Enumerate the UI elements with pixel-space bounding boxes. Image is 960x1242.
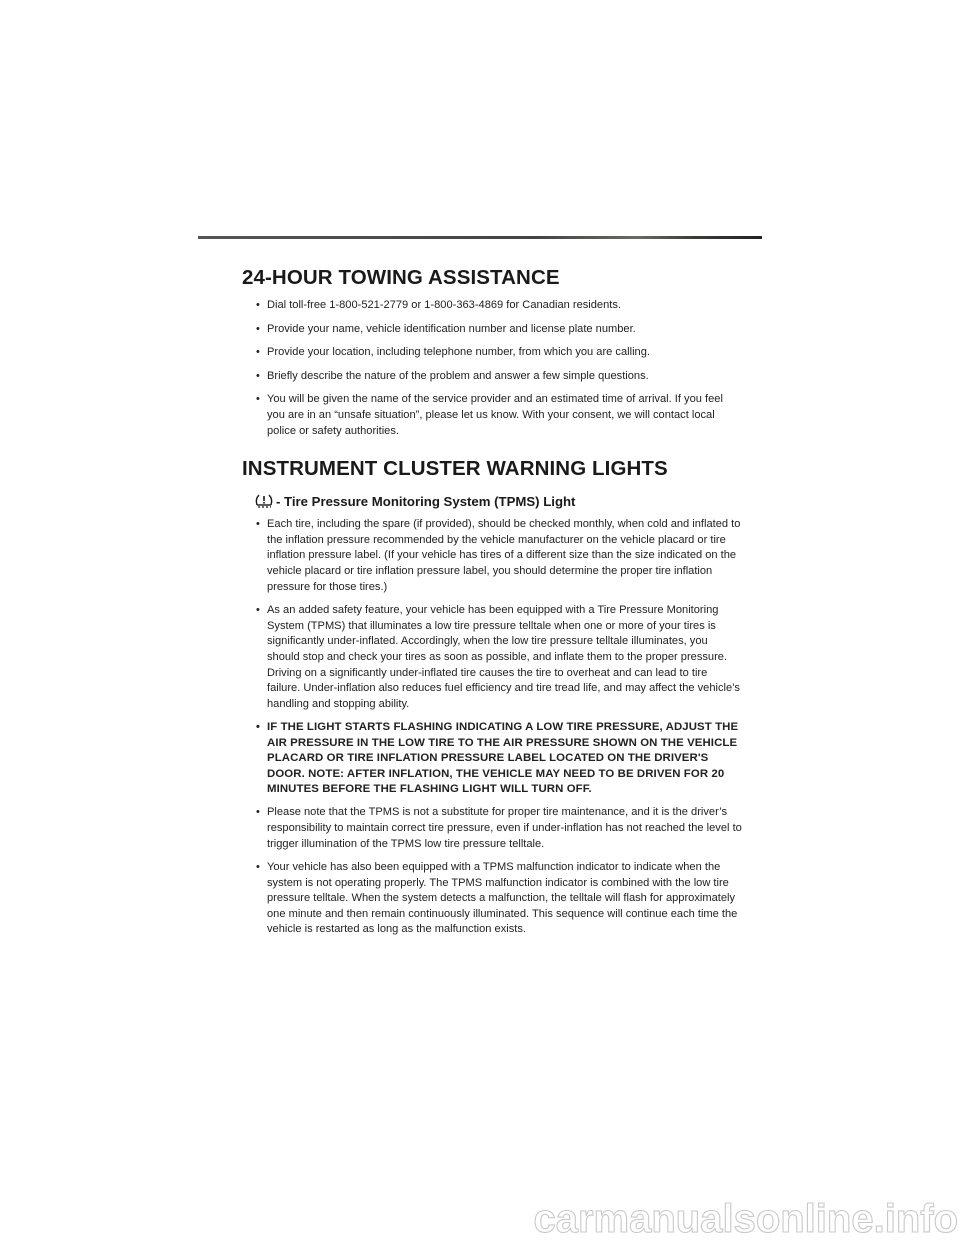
list-item: • Each tire, including the spare (if provided), should be checked monthly, when cold and inflated to the inflation pressure recommended by the vehicle manufacturer on the vehicle placard or tire inflation pressure label. (If your vehicle has tires of a different size than the size indicated on the vehicle placard or tire inflation pressure label, you should determine the proper tire inflation pressure for those tires.) <box>242 517 742 595</box>
list-item: • You will be given the name of the service provider and an estimated time of arrival. If you feel you are in an “unsafe situation”, please let us know. With your consent, we will contact local police or safety authorities. <box>242 392 742 439</box>
list-item: • Dial toll-free 1-800-521-2779 or 1-800-363-4869 for Canadian residents. <box>242 298 742 314</box>
page-content <box>242 262 742 946</box>
watermark-text: carmanualsonline.info <box>533 1197 958 1241</box>
list-item: • Briefly describe the nature of the problem and answer a few simple questions. <box>242 369 742 385</box>
list-item: • Your vehicle has also been equipped with a TPMS malfunction indicator to indicate when the system is not operating properly. The TPMS malfunction indicator is combined with the low tire pressure telltale. When the system detects a malfunction, the telltale will flash for approximately one minute and then remain continuously illuminated. This sequence will continue each time the vehicle is restarted as long as the malfunction exists. <box>242 860 742 938</box>
towing-assistance-heading: 24-HOUR TOWING ASSISTANCE <box>242 266 560 289</box>
list-item: • Please note that the TPMS is not a substitute for proper tire maintenance, and it is the driver’s responsibility to maintain correct tire pressure, even if under-inflation has not reached the level to trigger illumination of the TPMS low tire pressure telltale. <box>242 805 742 852</box>
tpms-list <box>242 517 742 938</box>
warning-lights-heading: INSTRUMENT CLUSTER WARNING LIGHTS <box>242 457 668 481</box>
list-item: • Provide your name, vehicle identification number and license plate number. <box>242 322 742 338</box>
tpms-subheading-text: - Tire Pressure Monitoring System (TPMS) Light <box>276 494 576 510</box>
tpms-subheading <box>242 493 742 509</box>
list-item: • IF THE LIGHT STARTS FLASHING INDICATING A LOW TIRE PRESSURE, ADJUST THE AIR PRESSURE IN THE LOW TIRE TO THE AIR PRESSURE SHOWN ON THE VEHICLE PLACARD OR TIRE INFLATION PRESSURE LABEL LOCATED ON THE DRIVER'S DOOR. NOTE: AFTER INFLATION, THE VEHICLE MAY NEED TO BE DRIVEN FOR 20 MINUTES BEFORE THE FLASHING LIGHT WILL TURN OFF. <box>242 720 742 797</box>
header-rule <box>198 236 762 239</box>
list-item: • Provide your location, including telephone number, from which you are calling. <box>242 345 742 361</box>
tpms-warning-icon <box>254 493 274 509</box>
list-item: • As an added safety feature, your vehicle has been equipped with a Tire Pressure Monitoring System (TPMS) that illuminates a low tire pressure telltale when one or more of your tires is significantly under-inflated. Accordingly, when the low tire pressure telltale illuminates, you should stop and check your tires as soon as possible, and inflate them to the proper pressure. Driving on a significantly under-inflated tire causes the tire to overheat and can lead to tire failure. Under-inflation also reduces fuel efficiency and tire tread life, and may affect the vehicle’s handling and stopping ability. <box>242 603 742 712</box>
towing-steps-list <box>242 298 742 439</box>
